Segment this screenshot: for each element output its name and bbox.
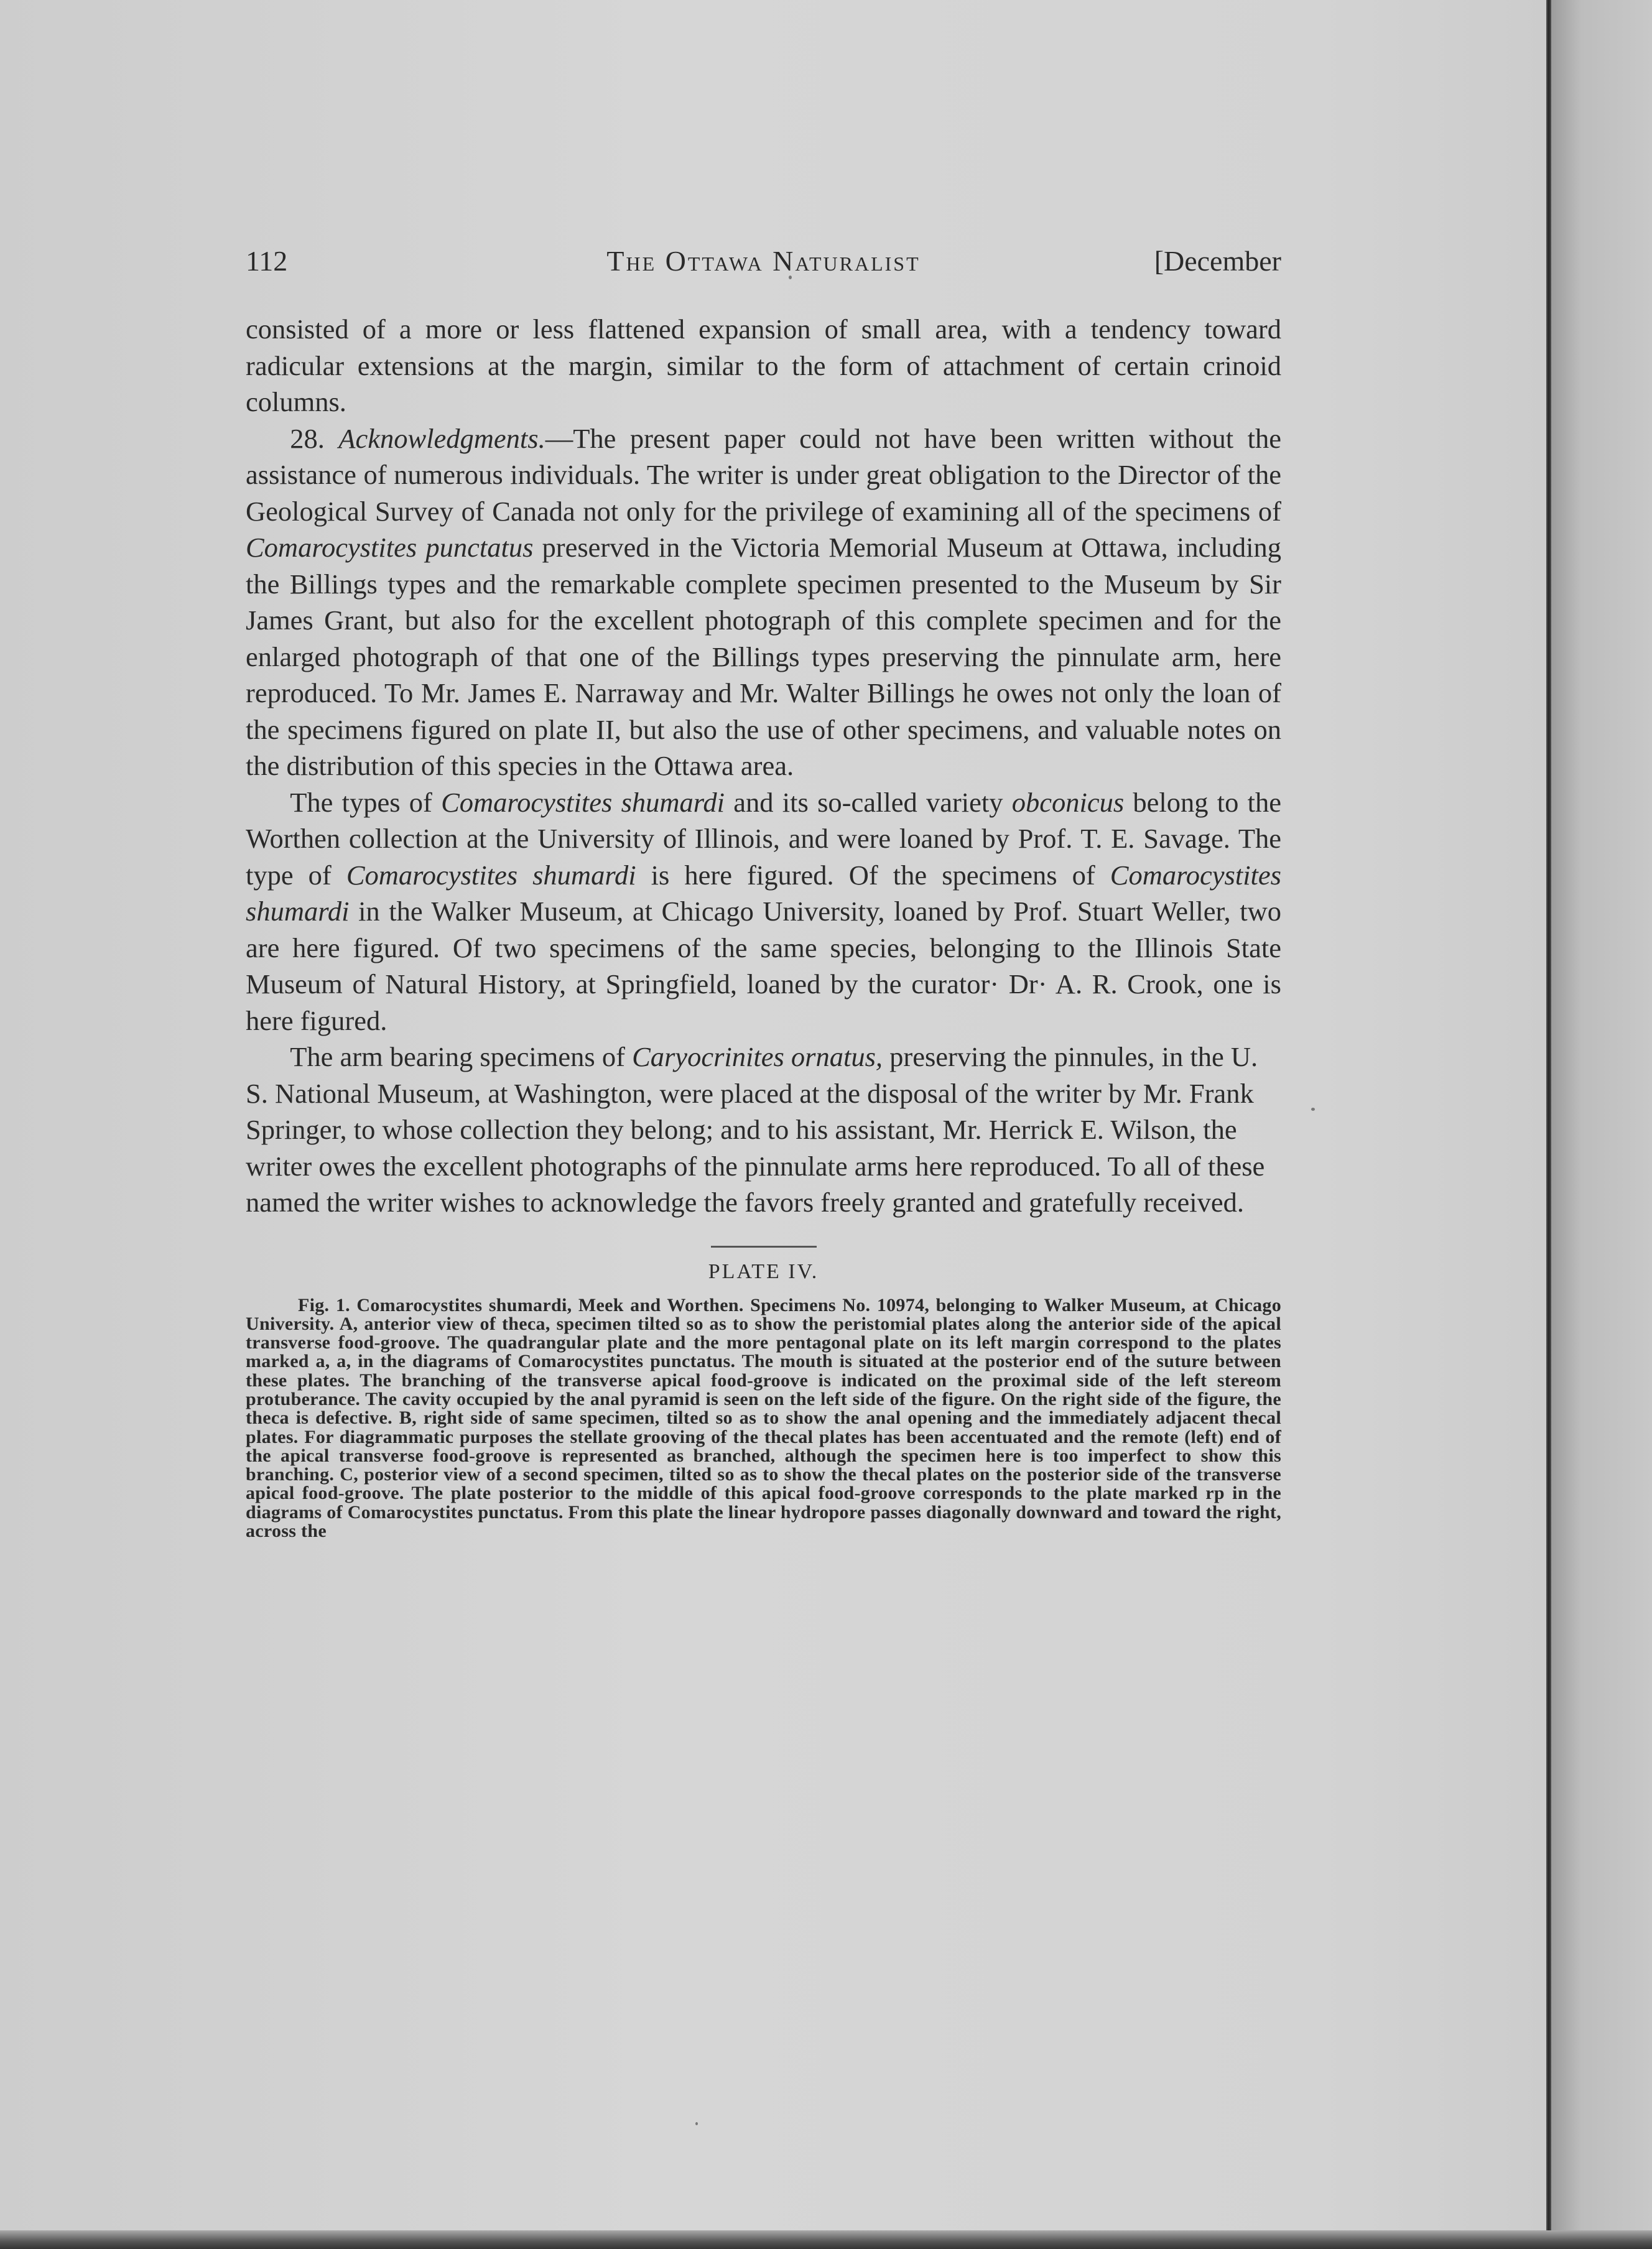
text-run: The arm bearing specimens of — [290, 1041, 633, 1072]
text-run: The types of — [290, 786, 442, 818]
text-run: in the Walker Museum, at Chicago University, loaned by Prof. Stuart Weller, two are here figured. Of two specimens of the same species, belonging to the Illinois State Museum of Natural History, at Springfield, loaned by the curator· Dr· A. R. Crook, one is here figured. — [246, 896, 1281, 1036]
document-page — [246, 236, 1281, 1541]
section-divider — [711, 1246, 817, 1248]
italic-text: Comarocystites punctatus — [246, 532, 534, 563]
italic-text: Caryocrinites ornatus, — [632, 1041, 883, 1072]
text-run: —The present paper could not have been written without the assistance of numerous individuals. The writer is under great obligation to the Director of the Geological Survey of Canada not only for the privilege of examining all of the specimens of — [246, 422, 1281, 527]
page-number: 112 — [246, 245, 288, 277]
plate-heading: PLATE IV. — [708, 1259, 819, 1283]
text-run: preserved in the Victoria Memorial Museum at Ottawa, including the Billings types and the remarkable complete specimen presented to the Museum by Sir James Grant, but also for the excellent photograph of this complete specimen and for the enlarged photograph of that one of the Billings types preserving the pinnulate arm, here reproduced. To Mr. James E. Narraway and Mr. Walter Billings he owes not only the loan of the specimens figured on plate II, but also the use of other specimens, and valuable notes on the distribution of this species in the Ottawa area. — [246, 532, 1281, 781]
bottom-page-edge — [0, 2230, 1652, 2249]
body-text — [246, 311, 1281, 1221]
header-month: [December — [1154, 245, 1281, 277]
book-spine-shadow — [1546, 0, 1551, 2249]
plate-caption: Fig. 1. Comarocystites shumardi, Meek and Worthen. Specimens No. 10974, belonging to Walker Museum, at Chicago University. A, anterior view of theca, specimen tilted so as to show the peristomial plates along the anterior side of the apical transverse food-groove. The quadrangular plate and the more pentagonal plate on its left margin correspond to the plates marked a, a, in the diagrams of Comarocystites punctatus. The mouth is situated at the posterior end of the suture between these plates. The branching of the transverse apical food-groove is indicated on the proximal side of the left stereom protuberance. The cavity occupied by the anal pyramid is seen on the left side of the figure. On the right side of the figure, the theca is defective. B, right side of same specimen, tilted so as to show the anal opening and the immediately adjacent thecal plates. For diagrammatic purposes the stellate grooving of the thecal plates has been accentuated and the remote (left) end of the apical transverse food-groove is represented as branched, although the specimen here is too imperfect to show this branching. C, posterior view of a second specimen, tilted so as to show the thecal plates on the posterior side of the transverse apical food-groove. The plate posterior to the middle of this apical food-groove corresponds to the plate marked rp in the diagrams of Comarocystites punctatus. From this plate the linear hydropore passes diagonally downward and toward the right, across the — [246, 1294, 1281, 1542]
italic-text: Comarocystites shumardi — [246, 859, 1281, 927]
italic-text: Comarocystites shumardi — [441, 786, 725, 818]
adjacent-page-edge — [1551, 0, 1652, 2249]
paragraph-arm-specimens — [246, 1039, 1281, 1221]
text-run: 28. — [290, 422, 339, 454]
paragraph-types — [246, 784, 1281, 1039]
text-run: and its so-called variety — [725, 786, 1012, 818]
text-run: is here figured. Of the specimens of — [636, 859, 1110, 891]
italic-text: Comarocystites shumardi — [346, 859, 636, 891]
text-run: preserving the pinnules, in the U. S. National Museum, at Washington, were placed at the disposal of the writer by Mr. Frank Springer, to whose collection they belong; and to his assistant, Mr. Herrick E. Wilson, the writer owes the excellent photographs of the pinnulate arms here reproduced. To all of these named the writer wishes to acknowledge the favors freely granted and gratefully received. — [246, 1041, 1265, 1218]
paragraph-continued: consisted of a more or less flattened expansion of small area, with a tendency toward radicular extensions at the margin, similar to the form of attachment of certain crinoid columns. — [246, 313, 1281, 417]
running-header — [246, 236, 1281, 286]
paragraph-acknowledgments — [246, 420, 1281, 784]
italic-text: obconicus — [1011, 786, 1125, 818]
italic-text: Acknowledgments. — [338, 422, 545, 454]
journal-title: The Ottawa Naturalist — [606, 245, 921, 277]
text-run: belong to the Worthen collection at the University of Illinois, and were loaned by Prof. T. E. Savage. The type of — [246, 786, 1282, 891]
